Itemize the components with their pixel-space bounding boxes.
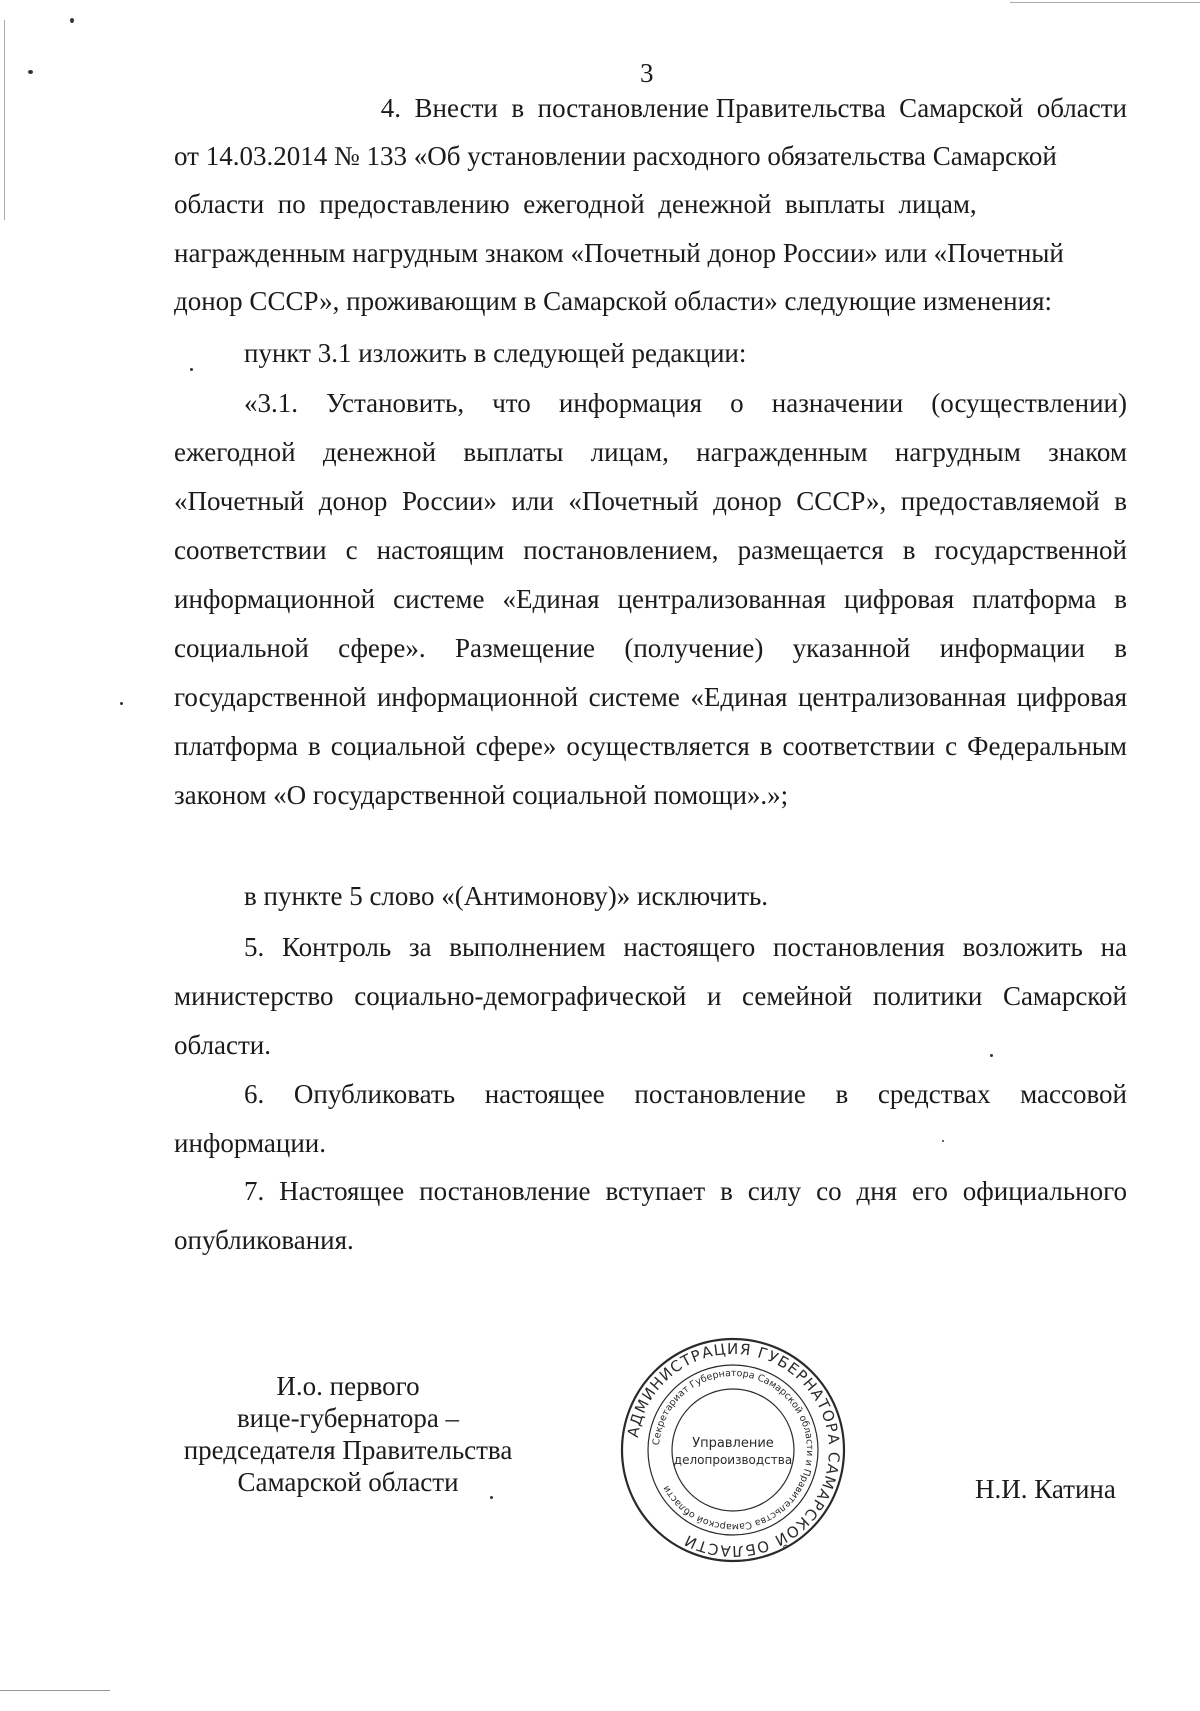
item-4-line-1: 4. Внести в постановление Правительства Самарской области bbox=[380, 93, 1127, 123]
scan-speck bbox=[490, 1496, 493, 1499]
scan-edge bbox=[1010, 2, 1200, 3]
signature-line-1: И.о. первого bbox=[276, 1371, 420, 1401]
signature-line-4: Самарской области bbox=[237, 1467, 459, 1497]
signature-line-2: вице-губернатора – bbox=[236, 1403, 460, 1433]
item-4-line-5: донор СССР», проживающим в Самарской области» следующие изменения: bbox=[174, 286, 1052, 316]
stamp-inner-text: Секретариат Губернатора Самарской области и Правительства Самарской области bbox=[651, 1367, 816, 1533]
quote-3-1: «3.1. Установить, что информация о назначении (осуществлении) ежегодной денежной выплаты лицам, награжденным нагрудным знаком «Почетный донор России» или «Почетный донор СССР», предоставляемой в соответствии с настоящим постановлением, размещается в государственной информационной системе «Единая централизованная цифровая платформа в социальной сфере». Размещение (получение) указанной информации в государственной информационной системе «Единая централизованная цифровая платформа в социальной сфере» осуществляется в соответствии с Федеральным законом «О государственной социальной помощи».»; bbox=[174, 388, 1127, 810]
scan-speck bbox=[990, 1054, 993, 1057]
item-4-line-4: награжденным нагрудным знаком «Почетный донор России» или «Почетный bbox=[174, 238, 1064, 268]
subpoint-5: в пункте 5 слово «(Антимонову)» исключить. bbox=[244, 881, 769, 911]
item-7: 7. Настоящее постановление вступает в силу со дня его официального опубликования. bbox=[174, 1176, 1127, 1255]
stamp-center-line-2: делопроизводства bbox=[673, 1453, 793, 1467]
signature-line-3: председателя Правительства bbox=[183, 1435, 513, 1465]
official-stamp bbox=[618, 1335, 848, 1565]
scan-speck bbox=[190, 368, 193, 371]
scan-edge bbox=[0, 1690, 110, 1691]
scan-speck bbox=[120, 702, 123, 705]
scan-speck bbox=[942, 1140, 944, 1142]
item-4-line-2: от 14.03.2014 № 133 «Об установлении расходного обязательства Самарской bbox=[174, 141, 1057, 171]
signature-block bbox=[168, 1370, 528, 1498]
signatory-name: Н.И. Катина bbox=[975, 1474, 1116, 1504]
page-number: 3 bbox=[640, 58, 654, 88]
scan-edge bbox=[4, 20, 5, 220]
item-4-line-3: области по предоставлению ежегодной денежной выплаты лицам, bbox=[174, 189, 977, 219]
stamp-outer-text: АДМИНИСТРАЦИЯ ГУБЕРНАТОРА САМАРСКОЙ ОБЛАСТИ bbox=[623, 1339, 844, 1561]
item-6: 6. Опубликовать настоящее постановление в средствах массовой информации. bbox=[174, 1079, 1127, 1158]
scan-speck bbox=[70, 18, 74, 23]
stamp-center-line-1: Управление bbox=[692, 1436, 774, 1451]
scan-speck bbox=[28, 70, 33, 74]
item-5: 5. Контроль за выполнением настоящего постановления возложить на министерство социально-демографической и семейной политики Самарской области. bbox=[174, 932, 1127, 1060]
subpoint-3-1: пункт 3.1 изложить в следующей редакции: bbox=[244, 338, 747, 368]
